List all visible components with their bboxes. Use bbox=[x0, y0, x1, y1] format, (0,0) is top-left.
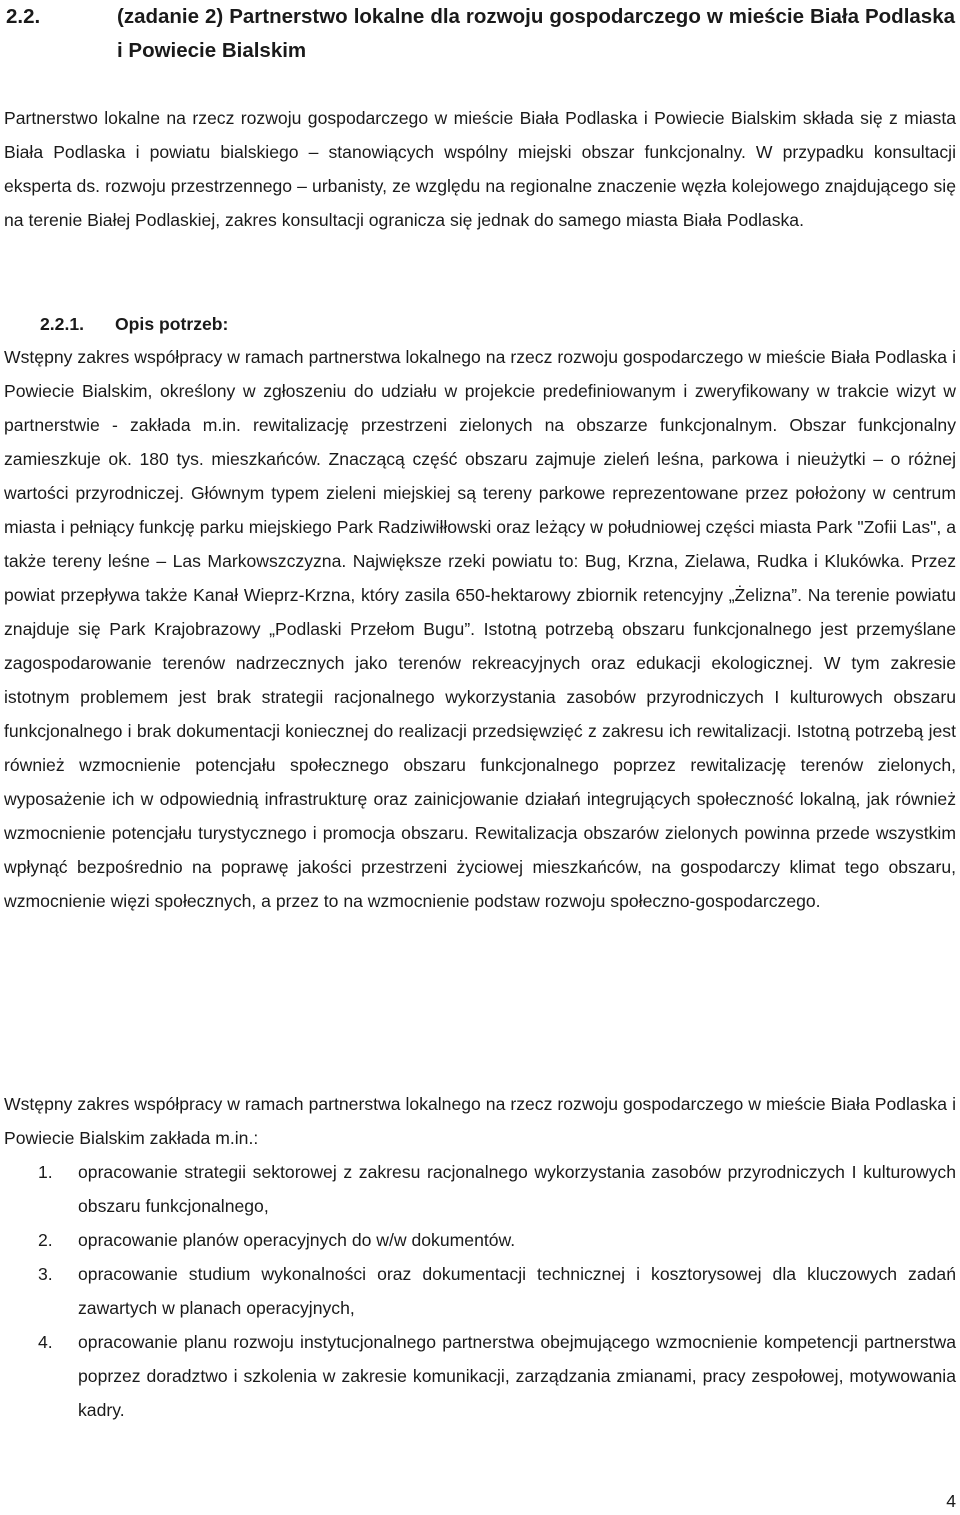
list-item bbox=[0, 1325, 960, 1427]
section-number: 2.2. bbox=[6, 5, 41, 28]
section-title: (zadanie 2) Partnerstwo lokalne dla rozwoju gospodarczego w mieście Biała Podlaska i Powiecie Bialskim bbox=[117, 5, 955, 62]
subsection-heading bbox=[40, 307, 228, 341]
list-item-text: opracowanie planów operacyjnych do w/w dokumentów. bbox=[78, 1230, 516, 1250]
list-item-number: 3. bbox=[38, 1264, 53, 1284]
list-item-number: 1. bbox=[38, 1162, 53, 1182]
scope-list bbox=[0, 1155, 960, 1427]
needs-paragraph: Wstępny zakres współpracy w ramach partnerstwa lokalnego na rzecz rozwoju gospodarczego w mieście Biała Podlaska i Powiecie Bialskim, określony w zgłoszeniu do udziału w projekcie predefiniowanym i zweryfikowany w trakcie wizyt w partnerstwie - zakłada m.in. rewitalizację przestrzeni zielonych na obszarze funkcjonalnym. Obszar funkcjonalny zamieszkuje ok. 180 tys. mieszkańców. Znaczącą część obszaru zajmuje zieleń leśna, parkowa i nieużytki – o różnej wartości przyrodniczej. Głównym typem zieleni miejskiej są tereny parkowe reprezentowane przez położony w centrum miasta i pełniący funkcję parku miejskiego Park Radziwiłłowski oraz leżący w południowej części miasta Park "Zofii Las", a także tereny leśne – Las Markowszczyzna. Największe rzeki powiatu to: Bug, Krzna, Zielawa, Rudka i Klukówka. Przez powiat przepływa także Kanał Wieprz-Krzna, który zasila 650-hektarowy zbiornik retencyjny „Żelizna”. Na terenie powiatu znajduje się Park Krajobrazowy „Podlaski Przełom Bugu”. Istotną potrzebą obszaru funkcjonalnego jest przemyślane zagospodarowanie terenów nadrzecznych jako terenów rekreacyjnych oraz edukacji ekologicznej. W tym zakresie istotnym problemem jest brak strategii racjonalnego wykorzystania zasobów przyrodniczych I kulturowych obszaru funkcjonalnego i brak dokumentacji koniecznej do realizacji przedsięwzięć z zakresu ich rewitalizacji. Istotną potrzebą jest również wzmocnienie potencjału społecznego obszaru funkcjonalnego poprzez rewitalizację terenów zielonych, wyposażenie ich w odpowiednią infrastrukturę oraz zainicjowanie działań integrujących społeczność lokalną, jak również wzmocnienie potencjału turystycznego i promocja obszaru. Rewitalizacja obszarów zielonych powinna przede wszystkim wpłynąć bezpośrednio na poprawę jakości przestrzeni życiowej mieszkańców, na gospodarczy klimat tego obszaru, wzmocnienie więzi społecznych, a przez to na wzmocnienie podstaw rozwoju społeczno-gospodarczego. bbox=[4, 347, 956, 911]
list-item-number: 4. bbox=[38, 1332, 53, 1352]
list-item-text: opracowanie studium wykonalności oraz dokumentacji technicznej i kosztorysowej dla kluczowych zadań zawartych w planach operacyjnych, bbox=[78, 1264, 956, 1318]
subsection-number: 2.2.1. bbox=[40, 314, 85, 334]
subsection-title: Opis potrzeb: bbox=[115, 314, 229, 334]
list-item-text: opracowanie planu rozwoju instytucjonalnego partnerstwa obejmującego wzmocnienie kompetencji partnerstwa poprzez doradztwo i szkolenia w zakresie komunikacji, zarządzania zmianami, pracy zespołowej, motywowania kadry. bbox=[78, 1332, 956, 1420]
intro-paragraph: Partnerstwo lokalne na rzecz rozwoju gospodarczego w mieście Biała Podlaska i Powiecie Bialskim składa się z miasta Biała Podlaska i powiatu bialskiego – stanowiących wspólny miejski obszar funkcjonalny. W przypadku konsultacji eksperta ds. rozwoju przestrzennego – urbanisty, ze względu na regionalne znaczenie węzła kolejowego znajdującego się na terenie Białej Podlaskiej, zakres konsultacji ogranicza się jednak do samego miasta Biała Podlaska. bbox=[4, 108, 956, 230]
list-item bbox=[0, 1155, 960, 1223]
list-item-number: 2. bbox=[38, 1230, 53, 1250]
page-number: 4 bbox=[946, 1491, 956, 1511]
list-item-text: opracowanie strategii sektorowej z zakresu racjonalnego wykorzystania zasobów przyrodniczych I kulturowych obszaru funkcjonalnego, bbox=[78, 1162, 956, 1216]
list-item bbox=[0, 1257, 960, 1325]
scope-paragraph: Wstępny zakres współpracy w ramach partnerstwa lokalnego na rzecz rozwoju gospodarczego w mieście Biała Podlaska i Powiecie Bialskim zakłada m.in.: bbox=[4, 1094, 956, 1148]
list-item bbox=[0, 1223, 960, 1257]
